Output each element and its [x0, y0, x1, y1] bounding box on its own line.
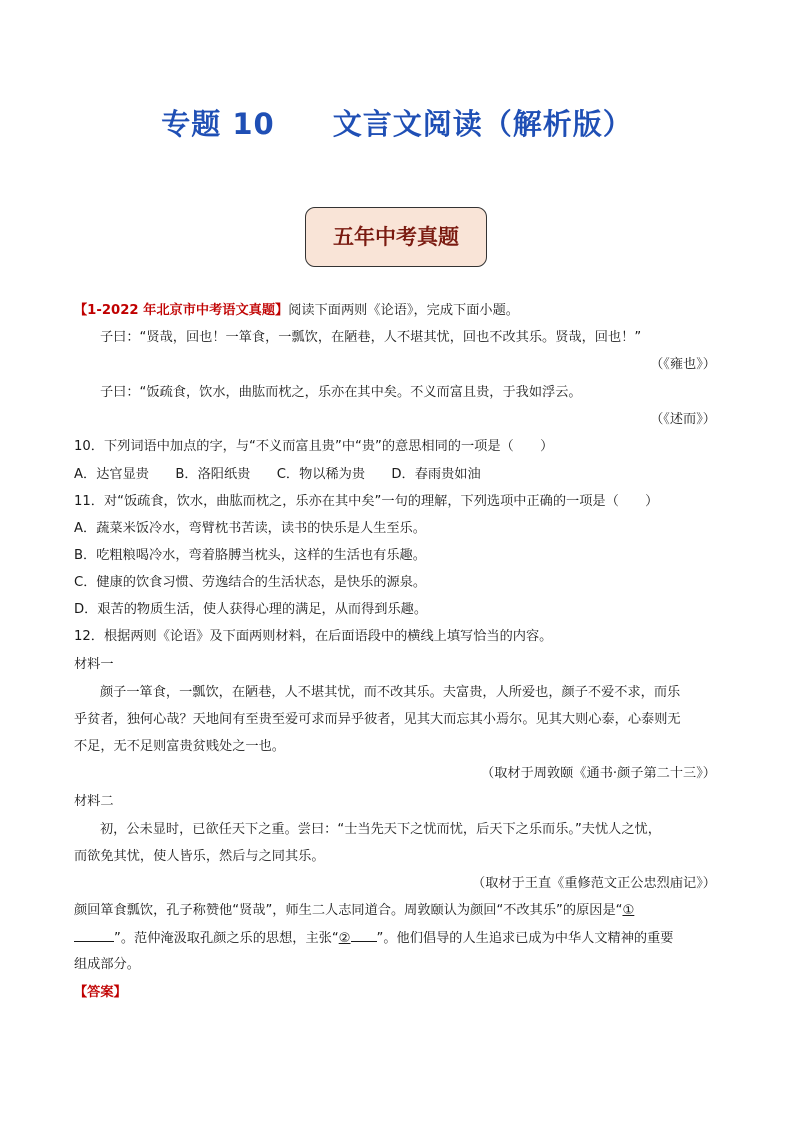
passage-line: ”。范仲淹汲取孔颜之乐的思想，主张“② ”。他们倡导的人生追求已成为中华人文精神的重要 [74, 929, 716, 948]
material-1-line: 颜子一箪食，一瓢饮，在陋巷，人不堪其忧，而不改其乐。夫富贵，人所爱也，颜子不爱不求，而乐 [100, 685, 681, 700]
question-12: 12．根据两则《论语》及下面两则材料，在后面语段中的横线上填写恰当的内容。 [74, 629, 553, 644]
material-1-line: 乎贫者，独何心哉？天地间有至贵至爱可求而异乎彼者，见其大而忘其小焉尔。见其大则心泰，心泰则无 [74, 712, 681, 727]
option-c: C．健康的饮食习惯、劳逸结合的生活状态，是快乐的源泉。 [74, 575, 427, 590]
material-2-line: 而欲免其忧，使人皆乐，然后与之同其乐。 [74, 849, 325, 864]
blank-1-marker: ① [622, 903, 635, 918]
section-box: 五年中考真题 [305, 207, 487, 267]
question-11: 11．对“饭疏食，饮水，曲肱而枕之，乐亦在其中矣”一句的理解，下列选项中正确的一项是（ ） [74, 494, 659, 509]
material-2-line: 初，公未显时，已欲任天下之重。尝曰：“士当先天下之忧而忧，后天下之乐而乐。”夫忧人之忧， [100, 822, 661, 837]
blank-2-marker: ② [338, 931, 351, 946]
blank-2[interactable] [351, 929, 377, 942]
page-title: 专题 10 文言文阅读（解析版） [161, 107, 633, 141]
blank-1[interactable] [74, 929, 114, 942]
passage-line: 组成部分。 [74, 957, 140, 972]
option-d: D．艰苦的物质生活，使人获得心理的满足，从而得到乐趣。 [74, 602, 428, 617]
material-1-label: 材料一 [74, 657, 114, 672]
question-10: 10．下列词语中加点的字，与“不义而富且贵”中“贵”的意思相同的一项是（ ） [74, 439, 554, 454]
quote-2: 子曰：“饭疏食，饮水，曲肱而枕之，乐亦在其中矣。不义而富且贵，于我如浮云。 [100, 385, 582, 400]
option-a: A．蔬菜米饭冷水，弯臂枕书苦读，读书的快乐是人生至乐。 [74, 521, 426, 536]
question-source: 【1-2022 年北京市中考语文真题】 [74, 303, 289, 318]
material-1-line: 不足，无不足则富贵贫贱处之一也。 [74, 739, 285, 754]
question-10-options: A．达官显贵 B．洛阳纸贵 C．物以稀为贵 D．春雨贵如油 [74, 467, 481, 482]
quote-1: 子曰：“贤哉，回也！一箪食，一瓢饮，在陋巷，人不堪其忧，回也不改其乐。贤哉，回也！” [100, 330, 642, 345]
option-b: B．吃粗粮喝冷水，弯着胳膊当枕头，这样的生活也有乐趣。 [74, 548, 426, 563]
question-intro: 【1-2022 年北京市中考语文真题】阅读下面两则《论语》，完成下面小题。 [74, 303, 519, 318]
material-1-source: （取材于周敦颐《通书·颜子第二十三》） [481, 766, 716, 781]
material-2-source: （取材于王直《重修范文正公忠烈庙记》） [472, 876, 716, 891]
answer-label: 【答案】 [74, 985, 127, 1000]
quote-1-source: （《雍也》） [650, 357, 716, 372]
passage-line: 颜回箪食瓢饮，孔子称赞他“贤哉”，师生二人志同道合。周敦颐认为颜回“不改其乐”的原因是“① [74, 903, 635, 918]
quote-2-source: （《述而》） [650, 412, 716, 427]
material-2-label: 材料二 [74, 794, 114, 809]
